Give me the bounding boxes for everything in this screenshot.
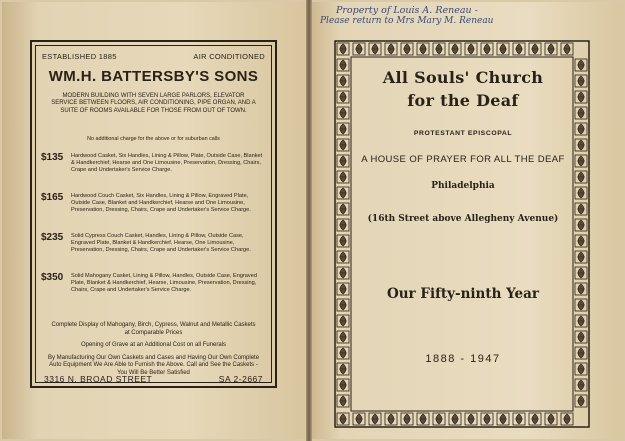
price-amount: $165 — [41, 192, 64, 203]
funeral-ad — [30, 40, 277, 388]
price-description: Hardwood Couch Casket, Six Handles, Lining & Pillow, Engraved Plate, Outside Case, Blanket and Handkerchief, Hearse and One Limousine, Preservation, Dressing, Chairs, Crape and Undertaker's Service Charge. — [71, 193, 251, 213]
business-name: WM.H. BATTERSBY'S SONS — [48, 68, 259, 85]
price-amount: $350 — [41, 272, 64, 283]
spine — [306, 0, 312, 441]
denomination: PROTESTANT EPISCOPAL — [413, 130, 513, 137]
church-motto: A HOUSE OF PRAYER FOR ALL THE DEAF — [361, 154, 565, 165]
price-amount: $235 — [41, 232, 64, 243]
price-amount: $135 — [41, 152, 64, 163]
grave-opening-note: Opening of Grave at an Additional Cost on all Funerals — [80, 342, 227, 348]
manufacturing-note: By Manufacturing Our Own Caskets and Cases and Having Our Own Complete Auto Equipment We Are Able to Furnish the Above. Call and See the Caskets - You Will Be Better Satisfied — [47, 355, 260, 376]
anniversary-year: Our Fifty-ninth Year — [386, 286, 539, 302]
no-charge-note: No additional charge for the above or for suburban calls — [87, 136, 220, 142]
phone-number: SA 2-2667 — [218, 374, 263, 384]
established-text: ESTABLISHED 1885 — [42, 52, 117, 61]
price-description: Hardwood Casket, Six Handles, Lining & Pillow, Plate, Outside Case, Blanket & Handkerchief, Hearse and One Limousine, Preservation, Dressing, Chairs, Crape and Undertaker's Service Charge. — [71, 153, 263, 173]
church-name-line2: for the Deaf — [407, 91, 519, 110]
city-name: Philadelphia — [431, 181, 495, 191]
street-location: (16th Street above Allegheny Avenue) — [367, 214, 559, 224]
building-description: MODERN BUILDING WITH SEVEN LARGE PARLORS, ELEVATOR SERVICE BETWEEN FLOORS, AIR CONDITIONING, PIPE ORGAN, AND A SUITE OF ROOMS AVAILABLE FOR THOSE FROM OUT OF TOWN. — [51, 93, 256, 114]
ad-inner-border — [35, 45, 272, 383]
church-name-line1: All Souls' Church — [382, 68, 544, 87]
price-description: Solid Cypress Couch Casket, Handles, Lining & Pillow, Outside Case, Engraved Plate, Blanket & Handkerchief, Hearse, One Limousine, Preservation, Dressing, Chairs, Crape and Undertaker's Service Charge. — [71, 233, 251, 253]
year-range: 1888 - 1947 — [425, 353, 501, 365]
handwritten-return-note: Please return to Mrs Mary M. Reneau — [320, 16, 494, 26]
casket-display-note: Complete Display of Mahogany, Birch, Cypress, Walnut and Metallic Caskets at Comparable Prices — [51, 322, 256, 336]
handwritten-owner-note: Property of Louis A. Reneau - — [336, 5, 478, 16]
air-conditioned-text: AIR CONDITIONED — [193, 52, 265, 61]
price-description: Solid Mahogany Casket, Lining & Pillow, Handles, Outside Case, Engraved Plate, Blanket & Handkerchief, Hearse, Limousine, Preservation, Dressing, Chairs, Crape and Undertaker's Service Charge. — [71, 273, 257, 293]
street-address: 3316 N. BROAD STREET — [44, 374, 153, 384]
